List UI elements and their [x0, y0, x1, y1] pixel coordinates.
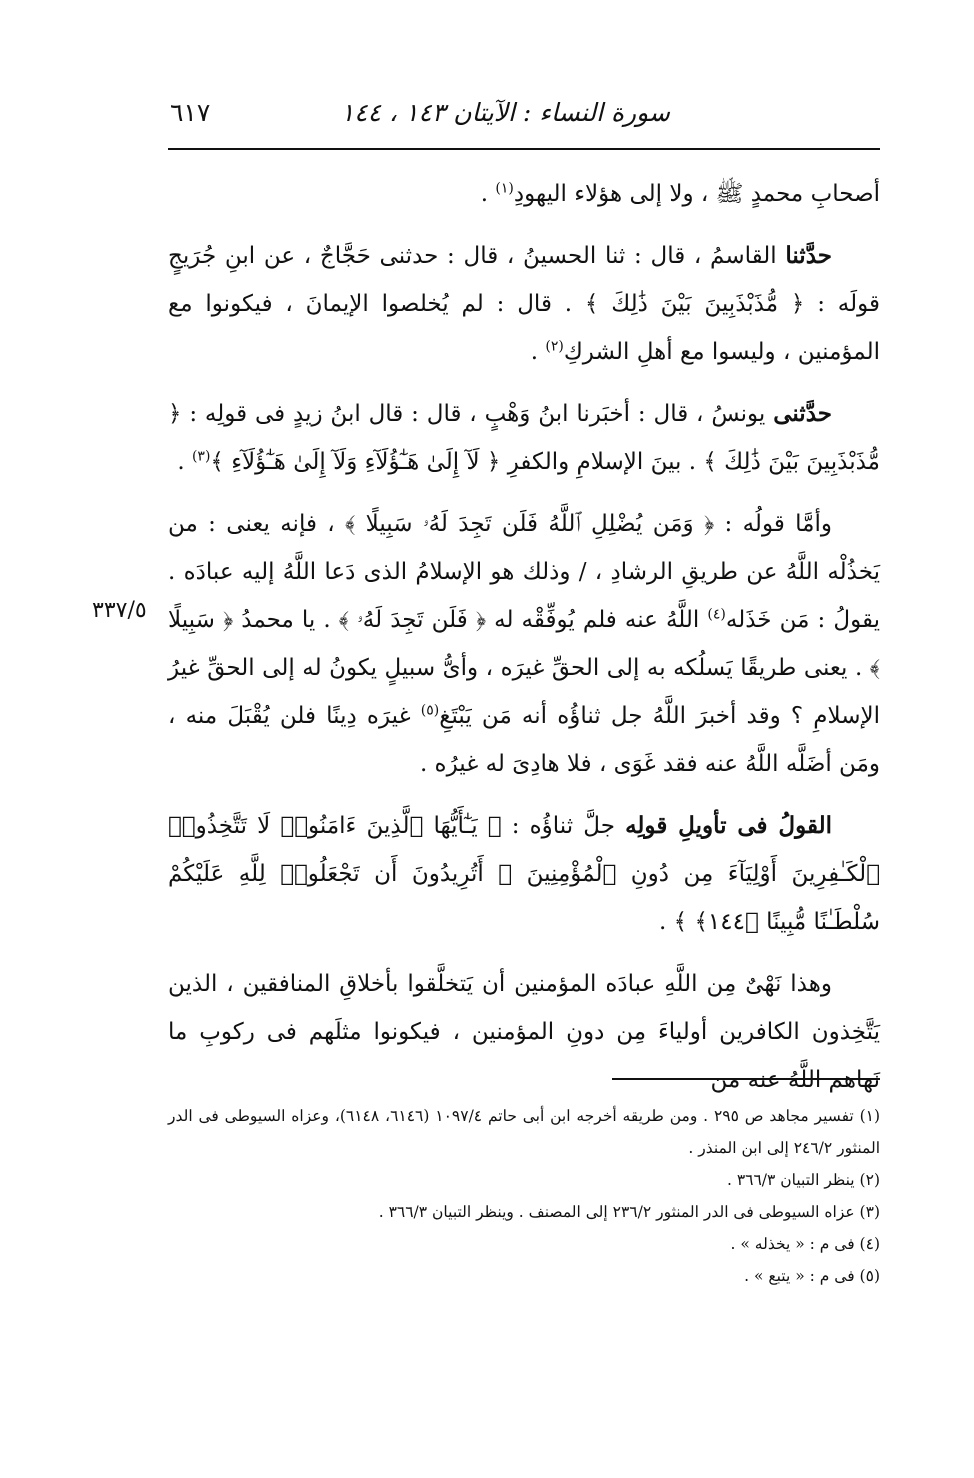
footnote-2: (٢) ينظر التبيان ٣٦٦/٣ . [726, 1171, 880, 1189]
margin-reference: ٣٣٧/٥ [92, 598, 147, 623]
paragraph-2: حدَّثنا القاسمُ ، قال : ثنا الحسينُ ، قال : حدثنى حَجَّاجٌ ، عن ابنِ جُرَيجٍ قولَه : ﴿ مُّذَبْذَبِينَ بَيْنَ ذَٰلِكَ ﴾ . قال : لم يُخلصوا الإيمانَ ، فيكونوا مع المؤمنين ، وليسوا مع أهلِ الشركِ$^{(٢)}$ . [168, 242, 880, 365]
footnote-4: (٤) فى م : « يخذله » . [730, 1235, 880, 1253]
header-rule [168, 148, 880, 150]
footnote-ref-5: (٥) [420, 702, 440, 719]
footnote-ref-4: (٤) [707, 606, 726, 623]
footnote-ref-2: (٢) [545, 338, 564, 355]
footnote-ref-1: (١) [495, 180, 514, 197]
footnotes [168, 1100, 880, 1292]
paragraph-6: وهذا نَهْىٌ مِن اللَّهِ عبادَه المؤمنين أن يَتخلَّقوا بأخلاقِ المنافقين ، الذين يَتَّخِذون الكافرين أولياءَ مِن دونِ المؤمنين ، فيكونوا مثلَهم فى ركوبِ ما نَهاهم اللَّهُ عنه من [168, 971, 880, 1093]
footnote-5: (٥) فى م : « يتبع » . [744, 1267, 880, 1285]
main-text [168, 170, 880, 1104]
running-title: سورة النساء : الآيتان ١٤٣ ، ١٤٤ [340, 98, 670, 127]
footnote-1: (١) تفسير مجاهد ص ٢٩٥ . ومن طريقه أخرجه ابن أبى حاتم ١٠٩٧/٤ (٦١٤٦، ٦١٤٨)، وعزاه السيوطى فى الدر المنثور ٢٤٦/٢ إلى ابن المنذر . [168, 1107, 881, 1157]
footnote-rule [612, 1078, 880, 1080]
paragraph-4: وأمَّا قولُه : ﴿ وَمَن يُضْلِلِ ٱللَّهُ فَلَن تَجِدَ لَهُۥ سَبِيلًا ﴾ ، فإنه يعنى : من يَخذُلْه اللَّهُ عن طريقِ الرشادِ ، / وذلك هو الإسلامُ الذى دَعا اللَّهُ إليه عبادَه . يقولُ : مَن خَذَله$^{(٤)}$ اللَّهُ عنه فلم يُوفِّقْه له ﴿ فَلَن تَجِدَ لَهُۥ ﴾ . يا محمدُ ﴿ سَبِيلًا ﴾ . يعنى طريقًا يَسلُكه به إلى الحقِّ غيرَه ، وأىُّ سبيلٍ يكونُ له إلى الحقِّ غيرُ الإسلامِ ؟ وقد أخبرَ اللَّهُ جل ثناؤُه أنه مَن يَبْتَغِ$^{(٥)}$ غيرَه دِينًا فلن يُقْبَلَ منه ، ومَن أضَلَّه اللَّهُ عنه فقد غَوَى ، فلا هادِىَ له غيرُه . [168, 511, 880, 777]
paragraph-3: حدَّثنى يونسُ ، قال : أخبَرنا ابنُ وَهْبٍ ، قال : قال ابنُ زيدٍ فى قولِه : ﴿ مُّذَبْذَبِينَ بَيْنَ ذَٰلِكَ ﴾ . بينَ الإسلامِ والكفرِ ﴿ لَآ إِلَىٰ هَـٰٓؤُلَآءِ وَلَآ إِلَىٰ هَـٰٓؤُلَآءِ ﴾$^{(٣)}$ . [168, 400, 880, 475]
footnote-ref-3: (٣) [191, 448, 211, 465]
paragraph-1: أصحابِ محمدٍ ﷺ ، ولا إلى هؤلاء اليهودِ$^{(١)}$ . [480, 180, 880, 207]
page-number: ٦١٧ [170, 98, 211, 127]
paragraph-5-heading: القولُ فى تأويلِ قولِه جلَّ ثناؤُه : ﴿ يَـٰٓأَيُّهَا ٱلَّذِينَ ءَامَنُوا۟ لَا تَتَّخِذُوا۟ ٱلْكَـٰفِرِينَ أَوْلِيَآءَ مِن دُونِ ٱلْمُؤْمِنِينَ ۚ أَتُرِيدُونَ أَن تَجْعَلُوا۟ لِلَّهِ عَلَيْكُمْ سُلْطَـٰنًا مُّبِينًا ﴿١٤٤﴾ ﴾ . [168, 812, 880, 935]
page-header [170, 96, 880, 136]
footnote-3: (٣) عزاه السيوطى فى الدر المنثور ٢٣٦/٢ إلى المصنف . وينظر التبيان ٣٦٦/٣ . [378, 1203, 880, 1221]
